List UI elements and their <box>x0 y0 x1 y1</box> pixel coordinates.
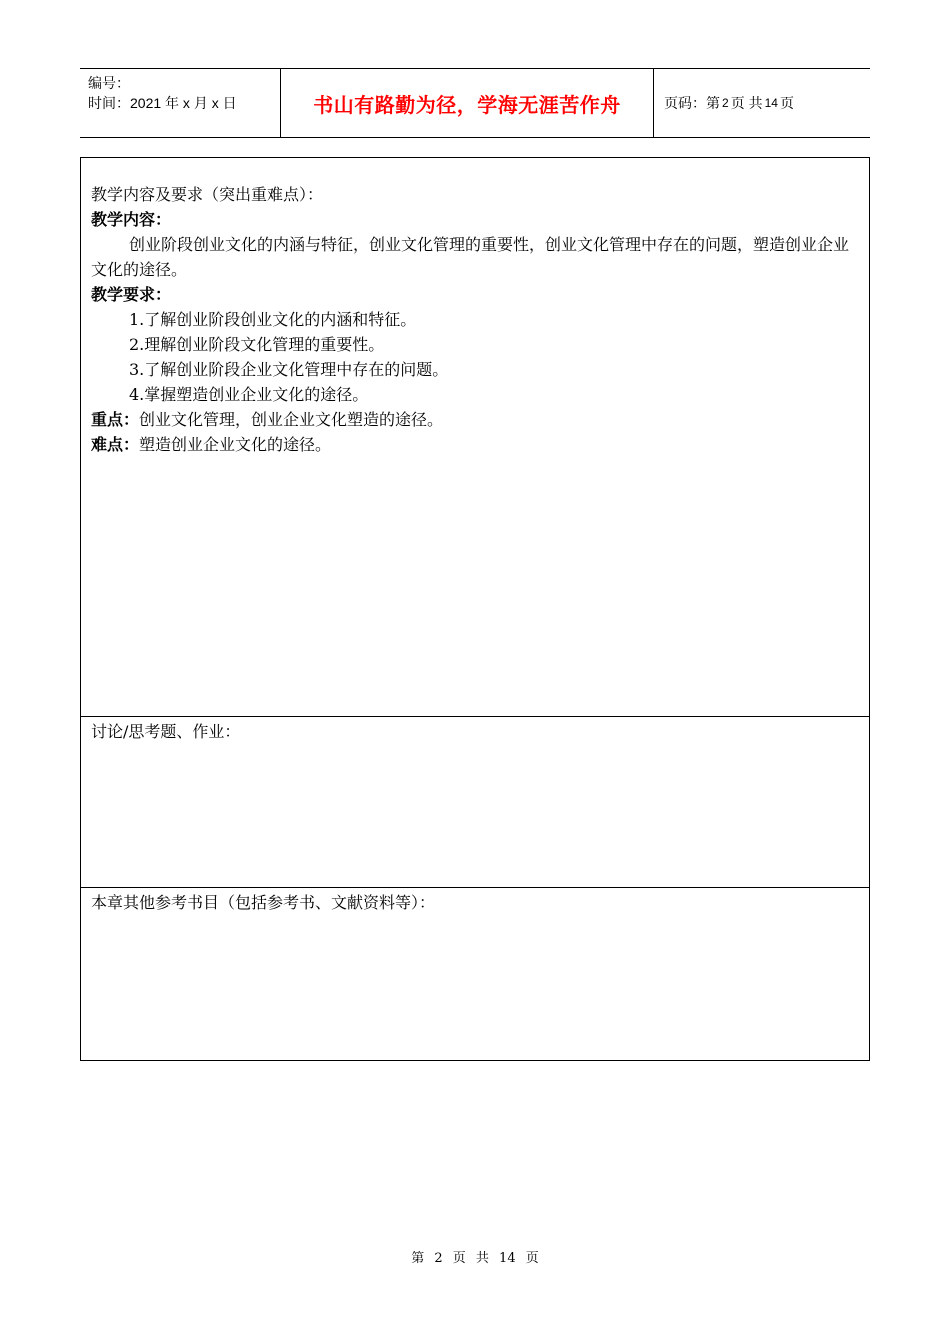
key-text: 创业文化管理，创业企业文化塑造的途径。 <box>139 410 444 429</box>
discussion-cell <box>81 717 869 888</box>
page-header <box>80 68 870 138</box>
page-prefix: 页码：第 <box>664 95 720 111</box>
section-title: 教学内容及要求（突出重难点）： <box>91 185 324 204</box>
difficult-text: 塑造创业企业文化的途径。 <box>139 435 332 454</box>
references-cell <box>81 888 869 1060</box>
time-label: 时间：2021 年 x 月 x 日 <box>88 95 237 111</box>
motto: 书山有路勤为径，学海无涯苦作舟 <box>313 92 621 117</box>
requirement-item: 4.掌握塑造创业企业文化的途径。 <box>129 385 369 404</box>
requirement-item: 3.了解创业阶段企业文化管理中存在的问题。 <box>129 360 449 379</box>
content-heading: 教学内容： <box>91 210 172 229</box>
header-motto-cell <box>281 69 654 137</box>
requirement-item: 1.了解创业阶段创业文化的内涵和特征。 <box>129 310 417 329</box>
page-number: 2 <box>722 96 729 110</box>
references-title: 本章其他参考书目（包括参考书、文献资料等）： <box>91 893 436 912</box>
difficult-points <box>91 432 859 457</box>
lesson-table <box>80 157 870 1061</box>
requirements-heading: 教学要求： <box>91 285 172 304</box>
difficult-label: 难点： <box>91 435 140 454</box>
page-suffix: 页 <box>779 95 794 111</box>
page-footer: 第 2 页 共 14 页 <box>411 1251 539 1266</box>
requirement-item: 2.理解创业阶段文化管理的重要性。 <box>129 335 385 354</box>
header-meta <box>80 69 281 137</box>
page-mid: 页 共 <box>730 95 763 111</box>
key-points <box>91 407 859 432</box>
page-total: 14 <box>764 96 778 110</box>
teaching-content-cell <box>81 158 869 717</box>
discussion-title: 讨论/思考题、作业： <box>91 722 241 741</box>
code-label: 编号： <box>88 75 130 91</box>
key-label: 重点： <box>91 410 140 429</box>
header-page-info <box>654 69 870 137</box>
content-paragraph: 创业阶段创业文化的内涵与特征，创业文化管理的重要性，创业文化管理中存在的问题，塑造创业企业文化的途径。 <box>91 235 850 279</box>
